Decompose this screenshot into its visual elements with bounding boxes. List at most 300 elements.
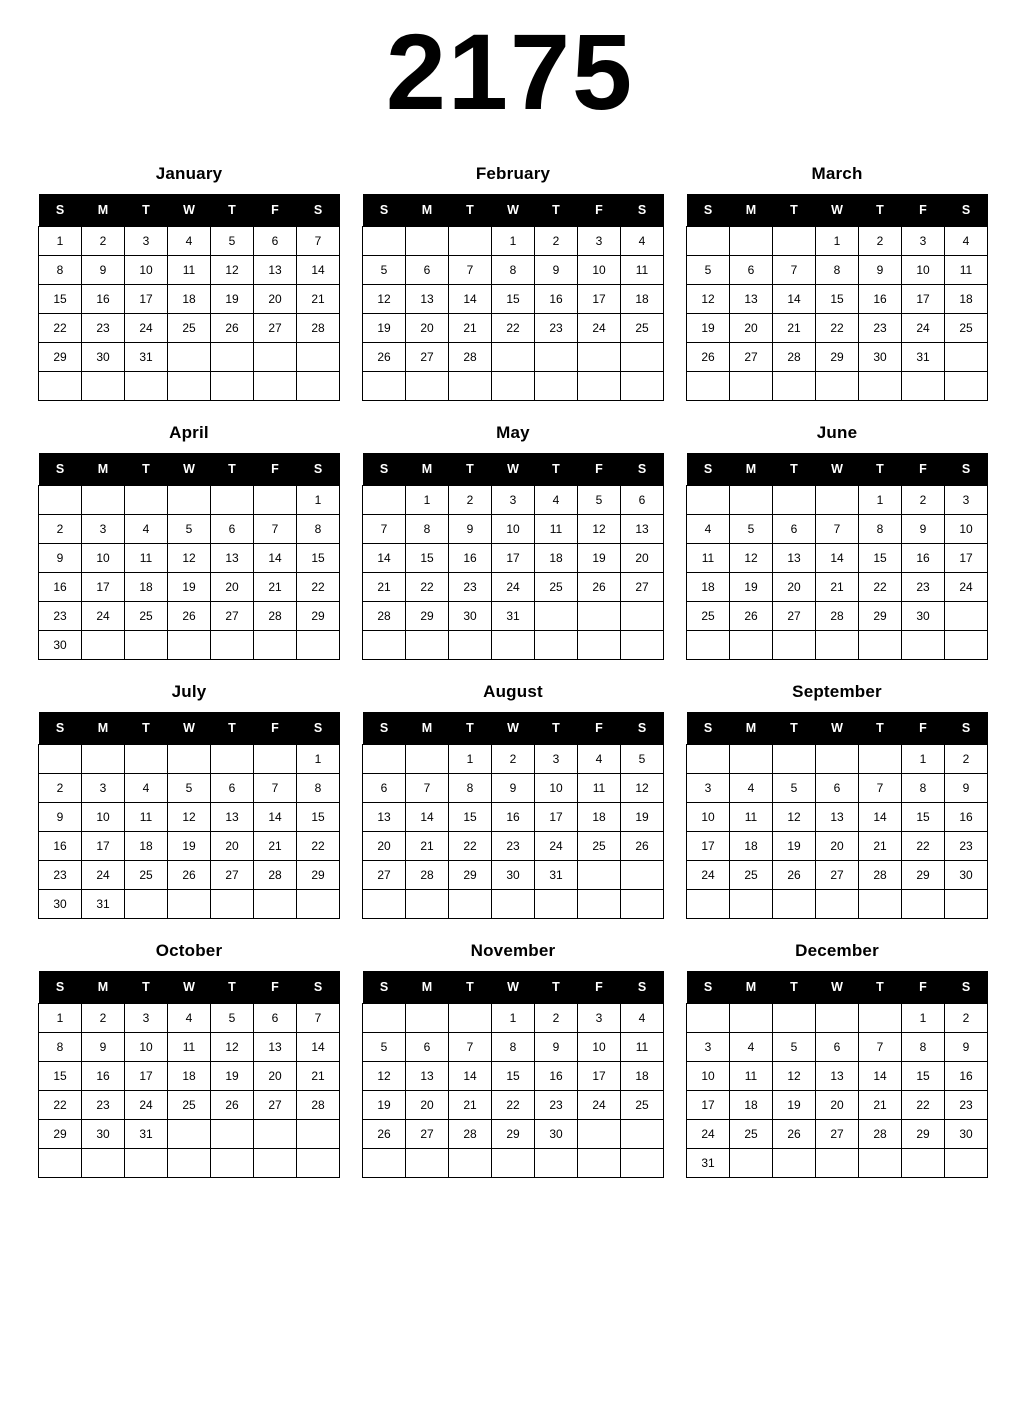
- day-cell[interactable]: 16: [82, 285, 125, 314]
- day-cell[interactable]: 27: [254, 1091, 297, 1120]
- day-cell[interactable]: 15: [902, 1062, 945, 1091]
- day-cell[interactable]: 1: [902, 745, 945, 774]
- day-cell[interactable]: 13: [730, 285, 773, 314]
- day-cell[interactable]: 8: [492, 1033, 535, 1062]
- day-cell[interactable]: 14: [816, 544, 859, 573]
- day-cell[interactable]: 26: [363, 343, 406, 372]
- day-cell[interactable]: 15: [39, 1062, 82, 1091]
- day-cell[interactable]: 12: [621, 774, 664, 803]
- day-cell[interactable]: 12: [687, 285, 730, 314]
- day-cell[interactable]: 9: [492, 774, 535, 803]
- day-cell[interactable]: 11: [125, 803, 168, 832]
- day-cell[interactable]: 28: [773, 343, 816, 372]
- day-cell[interactable]: 12: [363, 285, 406, 314]
- day-cell[interactable]: 22: [39, 1091, 82, 1120]
- day-cell[interactable]: 5: [363, 1033, 406, 1062]
- day-cell[interactable]: 20: [621, 544, 664, 573]
- day-cell[interactable]: 12: [773, 1062, 816, 1091]
- day-cell[interactable]: 1: [449, 745, 492, 774]
- day-cell[interactable]: 22: [449, 832, 492, 861]
- day-cell[interactable]: 11: [168, 1033, 211, 1062]
- day-cell[interactable]: 12: [578, 515, 621, 544]
- day-cell[interactable]: 26: [168, 861, 211, 890]
- day-cell[interactable]: 30: [449, 602, 492, 631]
- day-cell[interactable]: 2: [945, 1004, 988, 1033]
- day-cell[interactable]: 11: [578, 774, 621, 803]
- day-cell[interactable]: 29: [902, 861, 945, 890]
- day-cell[interactable]: 12: [773, 803, 816, 832]
- day-cell[interactable]: 16: [449, 544, 492, 573]
- day-cell[interactable]: 30: [82, 343, 125, 372]
- day-cell[interactable]: 22: [39, 314, 82, 343]
- day-cell[interactable]: 19: [168, 573, 211, 602]
- day-cell[interactable]: 27: [406, 343, 449, 372]
- day-cell[interactable]: 7: [297, 227, 340, 256]
- day-cell[interactable]: 24: [125, 1091, 168, 1120]
- day-cell[interactable]: 15: [297, 544, 340, 573]
- day-cell[interactable]: 23: [535, 1091, 578, 1120]
- day-cell[interactable]: 9: [449, 515, 492, 544]
- day-cell[interactable]: 26: [211, 1091, 254, 1120]
- day-cell[interactable]: 23: [82, 314, 125, 343]
- day-cell[interactable]: 18: [535, 544, 578, 573]
- day-cell[interactable]: 26: [773, 861, 816, 890]
- day-cell[interactable]: 30: [902, 602, 945, 631]
- day-cell[interactable]: 22: [816, 314, 859, 343]
- day-cell[interactable]: 28: [297, 1091, 340, 1120]
- day-cell[interactable]: 17: [492, 544, 535, 573]
- day-cell[interactable]: 16: [535, 285, 578, 314]
- day-cell[interactable]: 21: [859, 1091, 902, 1120]
- day-cell[interactable]: 21: [254, 832, 297, 861]
- day-cell[interactable]: 25: [535, 573, 578, 602]
- day-cell[interactable]: 22: [859, 573, 902, 602]
- day-cell[interactable]: 24: [82, 861, 125, 890]
- day-cell[interactable]: 6: [211, 774, 254, 803]
- day-cell[interactable]: 6: [406, 1033, 449, 1062]
- day-cell[interactable]: 10: [687, 1062, 730, 1091]
- day-cell[interactable]: 8: [902, 774, 945, 803]
- day-cell[interactable]: 5: [773, 774, 816, 803]
- day-cell[interactable]: 31: [125, 1120, 168, 1149]
- day-cell[interactable]: 19: [773, 832, 816, 861]
- day-cell[interactable]: 4: [730, 774, 773, 803]
- day-cell[interactable]: 20: [211, 832, 254, 861]
- day-cell[interactable]: 18: [621, 1062, 664, 1091]
- day-cell[interactable]: 28: [363, 602, 406, 631]
- day-cell[interactable]: 20: [211, 573, 254, 602]
- day-cell[interactable]: 8: [39, 1033, 82, 1062]
- day-cell[interactable]: 15: [902, 803, 945, 832]
- day-cell[interactable]: 27: [621, 573, 664, 602]
- day-cell[interactable]: 14: [406, 803, 449, 832]
- day-cell[interactable]: 3: [82, 515, 125, 544]
- day-cell[interactable]: 15: [859, 544, 902, 573]
- day-cell[interactable]: 11: [621, 1033, 664, 1062]
- day-cell[interactable]: 27: [406, 1120, 449, 1149]
- day-cell[interactable]: 9: [535, 256, 578, 285]
- day-cell[interactable]: 29: [39, 1120, 82, 1149]
- day-cell[interactable]: 17: [945, 544, 988, 573]
- day-cell[interactable]: 14: [297, 256, 340, 285]
- day-cell[interactable]: 19: [730, 573, 773, 602]
- day-cell[interactable]: 2: [82, 1004, 125, 1033]
- day-cell[interactable]: 18: [578, 803, 621, 832]
- day-cell[interactable]: 5: [730, 515, 773, 544]
- day-cell[interactable]: 7: [254, 774, 297, 803]
- day-cell[interactable]: 8: [492, 256, 535, 285]
- day-cell[interactable]: 2: [39, 774, 82, 803]
- day-cell[interactable]: 17: [902, 285, 945, 314]
- day-cell[interactable]: 20: [730, 314, 773, 343]
- day-cell[interactable]: 2: [449, 486, 492, 515]
- day-cell[interactable]: 13: [363, 803, 406, 832]
- day-cell[interactable]: 31: [125, 343, 168, 372]
- day-cell[interactable]: 16: [902, 544, 945, 573]
- day-cell[interactable]: 4: [578, 745, 621, 774]
- day-cell[interactable]: 23: [902, 573, 945, 602]
- day-cell[interactable]: 26: [730, 602, 773, 631]
- day-cell[interactable]: 2: [945, 745, 988, 774]
- day-cell[interactable]: 3: [82, 774, 125, 803]
- day-cell[interactable]: 1: [39, 1004, 82, 1033]
- day-cell[interactable]: 6: [406, 256, 449, 285]
- day-cell[interactable]: 10: [125, 1033, 168, 1062]
- day-cell[interactable]: 30: [492, 861, 535, 890]
- day-cell[interactable]: 13: [621, 515, 664, 544]
- day-cell[interactable]: 7: [773, 256, 816, 285]
- day-cell[interactable]: 26: [621, 832, 664, 861]
- day-cell[interactable]: 29: [816, 343, 859, 372]
- day-cell[interactable]: 8: [902, 1033, 945, 1062]
- day-cell[interactable]: 15: [406, 544, 449, 573]
- day-cell[interactable]: 23: [39, 602, 82, 631]
- day-cell[interactable]: 17: [578, 1062, 621, 1091]
- day-cell[interactable]: 4: [621, 227, 664, 256]
- day-cell[interactable]: 26: [687, 343, 730, 372]
- day-cell[interactable]: 5: [621, 745, 664, 774]
- day-cell[interactable]: 17: [82, 573, 125, 602]
- day-cell[interactable]: 2: [535, 1004, 578, 1033]
- day-cell[interactable]: 5: [168, 774, 211, 803]
- day-cell[interactable]: 12: [211, 256, 254, 285]
- day-cell[interactable]: 17: [82, 832, 125, 861]
- day-cell[interactable]: 5: [168, 515, 211, 544]
- day-cell[interactable]: 30: [945, 1120, 988, 1149]
- day-cell[interactable]: 3: [578, 1004, 621, 1033]
- day-cell[interactable]: 14: [859, 803, 902, 832]
- day-cell[interactable]: 3: [125, 227, 168, 256]
- day-cell[interactable]: 13: [254, 256, 297, 285]
- day-cell[interactable]: 25: [730, 1120, 773, 1149]
- day-cell[interactable]: 3: [125, 1004, 168, 1033]
- day-cell[interactable]: 11: [168, 256, 211, 285]
- day-cell[interactable]: 28: [254, 861, 297, 890]
- day-cell[interactable]: 18: [730, 832, 773, 861]
- day-cell[interactable]: 10: [902, 256, 945, 285]
- day-cell[interactable]: 12: [730, 544, 773, 573]
- day-cell[interactable]: 20: [816, 832, 859, 861]
- day-cell[interactable]: 3: [902, 227, 945, 256]
- day-cell[interactable]: 14: [254, 803, 297, 832]
- day-cell[interactable]: 28: [859, 1120, 902, 1149]
- day-cell[interactable]: 19: [363, 1091, 406, 1120]
- day-cell[interactable]: 25: [621, 314, 664, 343]
- day-cell[interactable]: 22: [492, 314, 535, 343]
- day-cell[interactable]: 31: [902, 343, 945, 372]
- day-cell[interactable]: 6: [730, 256, 773, 285]
- day-cell[interactable]: 17: [125, 1062, 168, 1091]
- day-cell[interactable]: 19: [211, 1062, 254, 1091]
- day-cell[interactable]: 29: [406, 602, 449, 631]
- day-cell[interactable]: 6: [773, 515, 816, 544]
- day-cell[interactable]: 15: [449, 803, 492, 832]
- day-cell[interactable]: 7: [363, 515, 406, 544]
- day-cell[interactable]: 2: [39, 515, 82, 544]
- day-cell[interactable]: 19: [621, 803, 664, 832]
- day-cell[interactable]: 27: [730, 343, 773, 372]
- day-cell[interactable]: 23: [492, 832, 535, 861]
- day-cell[interactable]: 15: [39, 285, 82, 314]
- day-cell[interactable]: 4: [125, 774, 168, 803]
- day-cell[interactable]: 18: [687, 573, 730, 602]
- day-cell[interactable]: 24: [82, 602, 125, 631]
- day-cell[interactable]: 13: [816, 1062, 859, 1091]
- day-cell[interactable]: 3: [492, 486, 535, 515]
- day-cell[interactable]: 25: [125, 602, 168, 631]
- day-cell[interactable]: 20: [254, 285, 297, 314]
- day-cell[interactable]: 18: [125, 832, 168, 861]
- day-cell[interactable]: 26: [578, 573, 621, 602]
- day-cell[interactable]: 7: [859, 774, 902, 803]
- day-cell[interactable]: 3: [535, 745, 578, 774]
- day-cell[interactable]: 29: [449, 861, 492, 890]
- day-cell[interactable]: 21: [773, 314, 816, 343]
- day-cell[interactable]: 17: [578, 285, 621, 314]
- day-cell[interactable]: 18: [945, 285, 988, 314]
- day-cell[interactable]: 25: [168, 314, 211, 343]
- day-cell[interactable]: 2: [902, 486, 945, 515]
- day-cell[interactable]: 28: [449, 1120, 492, 1149]
- day-cell[interactable]: 31: [492, 602, 535, 631]
- day-cell[interactable]: 6: [363, 774, 406, 803]
- day-cell[interactable]: 24: [125, 314, 168, 343]
- day-cell[interactable]: 7: [859, 1033, 902, 1062]
- day-cell[interactable]: 1: [859, 486, 902, 515]
- day-cell[interactable]: 30: [82, 1120, 125, 1149]
- day-cell[interactable]: 4: [168, 1004, 211, 1033]
- day-cell[interactable]: 16: [492, 803, 535, 832]
- day-cell[interactable]: 3: [687, 774, 730, 803]
- day-cell[interactable]: 22: [902, 1091, 945, 1120]
- day-cell[interactable]: 5: [211, 1004, 254, 1033]
- day-cell[interactable]: 16: [945, 1062, 988, 1091]
- day-cell[interactable]: 12: [168, 544, 211, 573]
- day-cell[interactable]: 9: [902, 515, 945, 544]
- day-cell[interactable]: 23: [39, 861, 82, 890]
- day-cell[interactable]: 6: [211, 515, 254, 544]
- day-cell[interactable]: 27: [816, 861, 859, 890]
- day-cell[interactable]: 15: [492, 1062, 535, 1091]
- day-cell[interactable]: 6: [816, 1033, 859, 1062]
- day-cell[interactable]: 20: [773, 573, 816, 602]
- day-cell[interactable]: 26: [773, 1120, 816, 1149]
- day-cell[interactable]: 28: [297, 314, 340, 343]
- day-cell[interactable]: 24: [578, 314, 621, 343]
- day-cell[interactable]: 30: [535, 1120, 578, 1149]
- day-cell[interactable]: 31: [687, 1149, 730, 1178]
- day-cell[interactable]: 28: [449, 343, 492, 372]
- day-cell[interactable]: 23: [945, 1091, 988, 1120]
- day-cell[interactable]: 3: [578, 227, 621, 256]
- day-cell[interactable]: 9: [39, 544, 82, 573]
- day-cell[interactable]: 22: [297, 573, 340, 602]
- day-cell[interactable]: 4: [125, 515, 168, 544]
- day-cell[interactable]: 1: [406, 486, 449, 515]
- day-cell[interactable]: 20: [406, 314, 449, 343]
- day-cell[interactable]: 7: [449, 256, 492, 285]
- day-cell[interactable]: 13: [254, 1033, 297, 1062]
- day-cell[interactable]: 1: [492, 227, 535, 256]
- day-cell[interactable]: 19: [687, 314, 730, 343]
- day-cell[interactable]: 15: [816, 285, 859, 314]
- day-cell[interactable]: 27: [254, 314, 297, 343]
- day-cell[interactable]: 17: [687, 832, 730, 861]
- day-cell[interactable]: 9: [82, 256, 125, 285]
- day-cell[interactable]: 16: [535, 1062, 578, 1091]
- day-cell[interactable]: 9: [82, 1033, 125, 1062]
- day-cell[interactable]: 12: [168, 803, 211, 832]
- day-cell[interactable]: 14: [254, 544, 297, 573]
- day-cell[interactable]: 28: [859, 861, 902, 890]
- day-cell[interactable]: 24: [687, 861, 730, 890]
- day-cell[interactable]: 27: [211, 602, 254, 631]
- day-cell[interactable]: 23: [82, 1091, 125, 1120]
- day-cell[interactable]: 24: [578, 1091, 621, 1120]
- day-cell[interactable]: 5: [687, 256, 730, 285]
- day-cell[interactable]: 10: [492, 515, 535, 544]
- day-cell[interactable]: 29: [859, 602, 902, 631]
- day-cell[interactable]: 4: [730, 1033, 773, 1062]
- day-cell[interactable]: 8: [859, 515, 902, 544]
- day-cell[interactable]: 24: [535, 832, 578, 861]
- day-cell[interactable]: 16: [39, 832, 82, 861]
- day-cell[interactable]: 30: [39, 890, 82, 919]
- day-cell[interactable]: 27: [773, 602, 816, 631]
- day-cell[interactable]: 28: [254, 602, 297, 631]
- day-cell[interactable]: 14: [363, 544, 406, 573]
- day-cell[interactable]: 29: [297, 602, 340, 631]
- day-cell[interactable]: 21: [449, 1091, 492, 1120]
- day-cell[interactable]: 25: [730, 861, 773, 890]
- day-cell[interactable]: 21: [816, 573, 859, 602]
- day-cell[interactable]: 15: [297, 803, 340, 832]
- day-cell[interactable]: 23: [535, 314, 578, 343]
- day-cell[interactable]: 28: [816, 602, 859, 631]
- day-cell[interactable]: 10: [82, 544, 125, 573]
- day-cell[interactable]: 30: [39, 631, 82, 660]
- day-cell[interactable]: 22: [902, 832, 945, 861]
- day-cell[interactable]: 4: [535, 486, 578, 515]
- day-cell[interactable]: 19: [363, 314, 406, 343]
- day-cell[interactable]: 10: [945, 515, 988, 544]
- day-cell[interactable]: 13: [773, 544, 816, 573]
- day-cell[interactable]: 4: [945, 227, 988, 256]
- day-cell[interactable]: 16: [39, 573, 82, 602]
- day-cell[interactable]: 2: [492, 745, 535, 774]
- day-cell[interactable]: 29: [902, 1120, 945, 1149]
- day-cell[interactable]: 1: [39, 227, 82, 256]
- day-cell[interactable]: 30: [945, 861, 988, 890]
- day-cell[interactable]: 9: [945, 774, 988, 803]
- day-cell[interactable]: 10: [578, 1033, 621, 1062]
- day-cell[interactable]: 6: [254, 227, 297, 256]
- day-cell[interactable]: 5: [578, 486, 621, 515]
- day-cell[interactable]: 12: [211, 1033, 254, 1062]
- day-cell[interactable]: 23: [449, 573, 492, 602]
- day-cell[interactable]: 19: [168, 832, 211, 861]
- day-cell[interactable]: 10: [578, 256, 621, 285]
- day-cell[interactable]: 11: [945, 256, 988, 285]
- day-cell[interactable]: 19: [578, 544, 621, 573]
- day-cell[interactable]: 14: [773, 285, 816, 314]
- day-cell[interactable]: 20: [363, 832, 406, 861]
- day-cell[interactable]: 15: [492, 285, 535, 314]
- day-cell[interactable]: 10: [125, 256, 168, 285]
- day-cell[interactable]: 27: [816, 1120, 859, 1149]
- day-cell[interactable]: 14: [449, 1062, 492, 1091]
- day-cell[interactable]: 1: [816, 227, 859, 256]
- day-cell[interactable]: 16: [859, 285, 902, 314]
- day-cell[interactable]: 19: [773, 1091, 816, 1120]
- day-cell[interactable]: 16: [945, 803, 988, 832]
- day-cell[interactable]: 24: [902, 314, 945, 343]
- day-cell[interactable]: 8: [297, 515, 340, 544]
- day-cell[interactable]: 24: [492, 573, 535, 602]
- day-cell[interactable]: 28: [406, 861, 449, 890]
- day-cell[interactable]: 7: [816, 515, 859, 544]
- day-cell[interactable]: 26: [211, 314, 254, 343]
- day-cell[interactable]: 21: [297, 285, 340, 314]
- day-cell[interactable]: 8: [406, 515, 449, 544]
- day-cell[interactable]: 11: [535, 515, 578, 544]
- day-cell[interactable]: 27: [363, 861, 406, 890]
- day-cell[interactable]: 21: [363, 573, 406, 602]
- day-cell[interactable]: 24: [687, 1120, 730, 1149]
- day-cell[interactable]: 13: [406, 285, 449, 314]
- day-cell[interactable]: 21: [406, 832, 449, 861]
- day-cell[interactable]: 10: [687, 803, 730, 832]
- day-cell[interactable]: 22: [297, 832, 340, 861]
- day-cell[interactable]: 20: [406, 1091, 449, 1120]
- day-cell[interactable]: 2: [82, 227, 125, 256]
- day-cell[interactable]: 18: [621, 285, 664, 314]
- day-cell[interactable]: 8: [816, 256, 859, 285]
- day-cell[interactable]: 18: [168, 285, 211, 314]
- day-cell[interactable]: 27: [211, 861, 254, 890]
- day-cell[interactable]: 18: [168, 1062, 211, 1091]
- day-cell[interactable]: 20: [816, 1091, 859, 1120]
- day-cell[interactable]: 17: [125, 285, 168, 314]
- day-cell[interactable]: 21: [859, 832, 902, 861]
- day-cell[interactable]: 31: [535, 861, 578, 890]
- day-cell[interactable]: 7: [406, 774, 449, 803]
- day-cell[interactable]: 5: [363, 256, 406, 285]
- day-cell[interactable]: 4: [621, 1004, 664, 1033]
- day-cell[interactable]: 4: [687, 515, 730, 544]
- day-cell[interactable]: 24: [945, 573, 988, 602]
- day-cell[interactable]: 23: [945, 832, 988, 861]
